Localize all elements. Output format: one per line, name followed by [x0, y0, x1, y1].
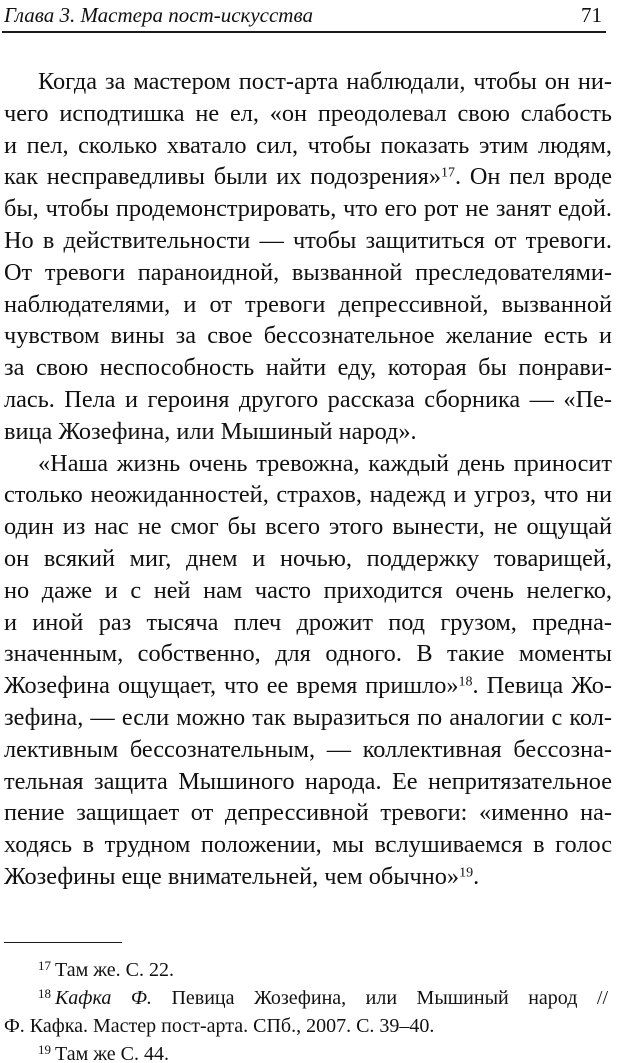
- chapter-title: Глава 3. Мастера пост-искусства: [4, 3, 313, 27]
- text-fragment: . Он пел вроде: [455, 163, 612, 191]
- text-fragment: .: [473, 862, 480, 890]
- text-line: чего исподтишка не ел, «он преодолевал свою слабость: [4, 99, 612, 127]
- text-line: [4, 670, 612, 702]
- text-fragment: Жозефина ощущает, что ее время пришло»: [4, 672, 459, 700]
- text-line: Но в действительности — чтобы защититься от тревоги.: [4, 226, 612, 254]
- footnote-ref-19: 19: [459, 865, 474, 881]
- text-line: бы, чтобы продемонстрировать, что его рот не занят едой.: [4, 195, 612, 223]
- text-line: за свою неспособность найти еду, которая бы понрави-: [4, 354, 612, 382]
- text-fragment: как несправедливы были их подозрения»: [4, 163, 441, 191]
- text-line: ходясь в трудном положении, мы вслушиваемся в голос: [4, 831, 612, 859]
- text-line: зефина, — если можно так выразиться по аналогии с кол-: [4, 703, 612, 731]
- footnote-number: 18: [38, 985, 51, 1001]
- text-fragment: Жозефины еще внимательней, чем обычно»: [4, 862, 460, 890]
- text-line: лективным бессознательным, — коллективная бессозна-: [4, 735, 612, 763]
- paragraph-2: [4, 448, 612, 893]
- footnote-text: Там же С. 44.: [55, 1043, 170, 1063]
- text-line: [4, 861, 612, 893]
- footnote-ref-17: 17: [441, 165, 455, 181]
- footnote-rule: [4, 942, 122, 943]
- paragraph-1: [4, 66, 612, 448]
- text-line: и пел, сколько хватало сил, чтобы показать этим людям,: [4, 131, 612, 159]
- text-line: значенным, собственно, для одного. В такие моменты: [4, 640, 612, 668]
- header-rule: [2, 31, 606, 33]
- footnote-18: [4, 984, 608, 1012]
- text-line: вица Жозефина, или Мышиный народ».: [4, 417, 417, 445]
- footnote-ref-18: 18: [458, 674, 473, 690]
- text-line: он всякий миг, днем и ночью, поддержку товарищей,: [4, 544, 612, 572]
- footnote-number: 17: [38, 957, 51, 973]
- text-line: столько неожиданностей, страхов, надежд и угроз, что ни: [4, 481, 612, 509]
- text-line: чувством вины за свое бессознательное желание есть и: [4, 322, 612, 350]
- text-line: лась. Пела и героиня другого рассказа сборника — «Пе-: [4, 385, 612, 413]
- text-line: От тревоги параноидной, вызванной преследователями-: [4, 258, 612, 286]
- text-line: но даже и с ней нам часто приходится очень нелегко,: [4, 576, 612, 604]
- footnote-text: Там же. С. 22.: [55, 959, 175, 981]
- text-line: пение защищает от депрессивной тревоги: «именно на-: [4, 799, 612, 827]
- main-text: [4, 66, 612, 893]
- text-line: «Наша жизнь очень тревожна, каждый день приносит: [38, 449, 612, 477]
- text-line: Когда за мастером пост-арта наблюдали, чтобы он ни-: [38, 68, 612, 95]
- footnote-19: [4, 1040, 608, 1063]
- text-line: тельная защита Мышиного народа. Ее непритязательное: [4, 767, 612, 795]
- footnote-number: 19: [38, 1041, 51, 1057]
- footnote-author: Кафка Ф.: [55, 987, 152, 1009]
- text-line: наблюдателями, и от тревоги депрессивной, вызванной: [4, 290, 612, 318]
- text-line: один из нас не смог бы всего этого вынести, не ощущай: [4, 513, 612, 541]
- text-line: и иной раз тысяча плеч дрожит под грузом, предна-: [4, 608, 612, 636]
- text-fragment: . Певица Жо-: [472, 672, 612, 700]
- footnotes: [4, 956, 608, 1063]
- footnote-17: [4, 956, 608, 984]
- text-line: [4, 161, 612, 193]
- footnote-text: Певица Жозефина, или Мышиный народ //: [151, 987, 609, 1009]
- footnote-18-continuation: Ф. Кафка. Мастер пост-арта. СПб., 2007. С. 39–40.: [4, 1015, 435, 1037]
- page-number: 71: [581, 3, 602, 27]
- running-header: [4, 2, 602, 30]
